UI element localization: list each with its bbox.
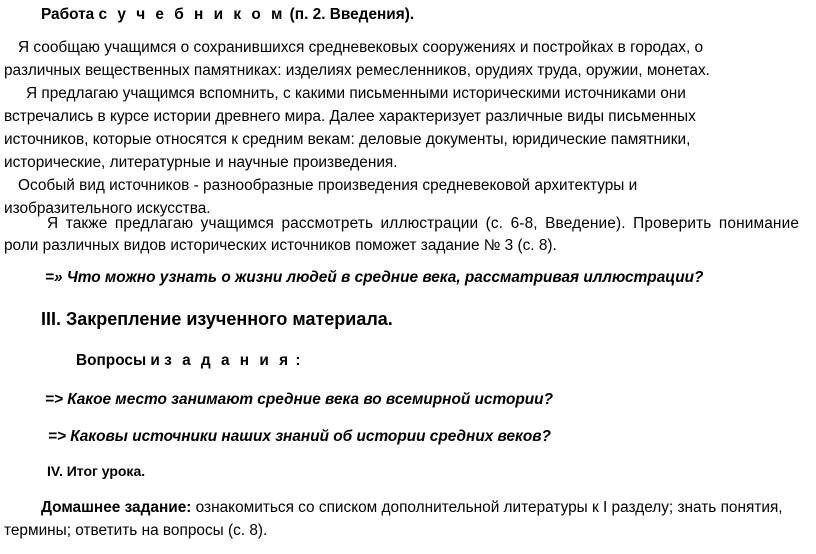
homework-line-1: [41, 500, 783, 515]
paragraph-1-line-1: Я сообщаю учащимся о сохранившихся средневековых сооружениях и постройках в городах, о: [18, 39, 704, 56]
paragraph-2-line-2: встречались в курсе истории древнего мира. Далее характеризует различные виды письменных: [4, 108, 696, 125]
paragraph-3-line-1: Особый вид источников - разнообразные произведения средневековой архитектуры и: [18, 177, 638, 194]
question-sources-of-knowledge: => Каковы источники наших знаний об истории средних веков?: [48, 428, 551, 445]
paragraph-4-line-1: Я также предлагаю учащимся рассмотреть иллюстрации (с. 6-8, Введение). Проверить понимание: [47, 215, 800, 232]
task-heading: [41, 7, 414, 22]
paragraph-4-line-2: роли различных видов исторических источников поможет задание № 3 (с. 8).: [4, 237, 557, 254]
section-3-heading: III. Закрепление изученного материала.: [41, 309, 393, 329]
paragraph-1-line-2: различных вещественных памятниках: изделиях ремесленников, орудиях труда, оружии, монетах.: [4, 62, 710, 79]
homework-line-2: термины; ответить на вопросы (с. 8).: [4, 522, 268, 539]
question-middle-ages-place: => Какое место занимают средние века во всемирной истории?: [45, 391, 553, 408]
heading-spaced-text: с у ч е б н и к о м: [98, 6, 286, 23]
question-illustrations: =» Что можно узнать о жизни людей в средние века, рассматривая иллюстрации?: [45, 269, 704, 286]
tasks-heading-text: Вопросы: [76, 352, 151, 369]
paragraph-2-line-3: источников, которые относятся к средним векам: деловые документы, юридические памятники,: [4, 131, 691, 148]
homework-label: Домашнее задание:: [41, 499, 192, 516]
heading-reference: (п. 2. Введения).: [285, 6, 415, 23]
tasks-heading: [76, 353, 300, 368]
paragraph-2-line-4: исторические, литературные и научные произведения.: [4, 154, 398, 171]
tasks-heading-colon: :: [291, 352, 301, 369]
tasks-heading-spaced: з а д а н и я: [164, 352, 292, 369]
paragraph-2-line-1: Я предлагаю учащимся вспомнить, с какими письменными историческими источниками они: [26, 85, 686, 102]
paragraph-3-line-2: изобразительного искусства.: [4, 200, 211, 217]
tasks-heading-conj: и: [150, 352, 160, 369]
heading-text: Работа: [41, 6, 99, 23]
homework-text: ознакомиться со списком дополнительной литературы к I разделу; знать понятия,: [191, 499, 783, 516]
section-4-heading: IV. Итог урока.: [47, 463, 146, 479]
